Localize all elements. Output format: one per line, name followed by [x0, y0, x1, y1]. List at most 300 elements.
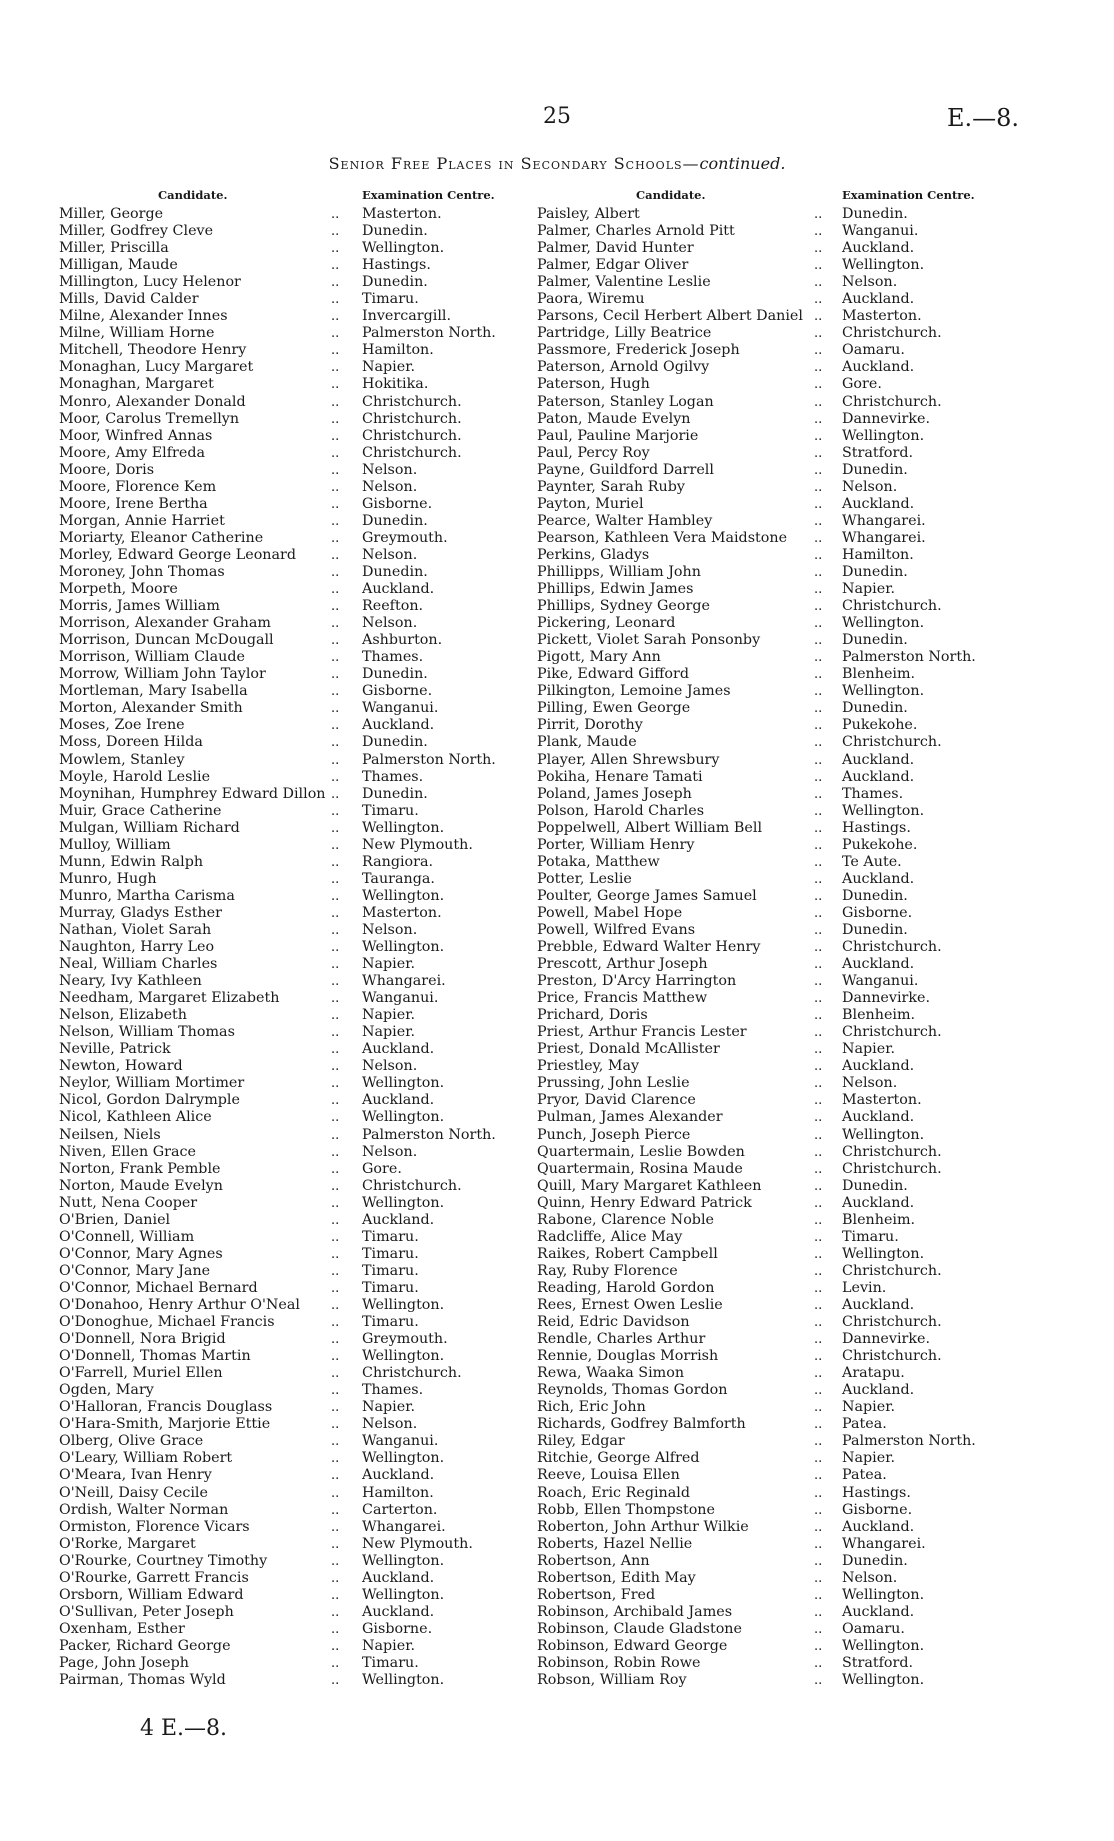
examination-centre: Hamilton.	[842, 546, 914, 563]
candidate-name: O'Neill, Daisy Cecile	[59, 1484, 208, 1501]
table-row	[537, 376, 997, 393]
examination-centre: Gore.	[362, 1160, 402, 1177]
examination-centre: Wanganui.	[362, 990, 439, 1007]
examination-centre: Wanganui.	[362, 1433, 439, 1450]
table-row	[59, 1246, 479, 1263]
examination-centre: Auckland.	[362, 581, 435, 598]
examination-centre: Invercargill.	[362, 308, 452, 325]
candidate-name: Milligan, Maude	[59, 257, 178, 274]
table-row	[537, 1075, 997, 1092]
table-row	[59, 1024, 479, 1041]
leader-dots: ..	[814, 871, 823, 887]
leader-dots: ..	[814, 1161, 823, 1177]
table-row	[537, 547, 997, 564]
leader-dots: ..	[331, 547, 340, 563]
table-row	[537, 1485, 997, 1502]
table-row	[59, 1109, 479, 1126]
table-row	[537, 1587, 997, 1604]
candidate-name: O'Farrell, Muriel Ellen	[59, 1365, 223, 1382]
candidate-name: Mortleman, Mary Isabella	[59, 683, 248, 700]
examination-centre: Christchurch.	[362, 444, 462, 461]
examination-centre: Gisborne.	[362, 495, 433, 512]
leader-dots: ..	[331, 1485, 340, 1501]
right-centre-header: Examination Centre.	[842, 188, 975, 202]
examination-centre: Timaru.	[362, 1654, 419, 1671]
leader-dots: ..	[814, 786, 823, 802]
leader-dots: ..	[814, 820, 823, 836]
table-row	[537, 1331, 997, 1348]
leader-dots: ..	[331, 1161, 340, 1177]
table-row	[537, 649, 997, 666]
leader-dots: ..	[814, 1298, 823, 1313]
candidate-name: Miller, George	[59, 206, 164, 222]
leader-dots: ..	[814, 633, 823, 649]
candidate-name: Rabone, Clarence Noble	[537, 1211, 714, 1228]
candidate-name: Perkins, Gladys	[537, 546, 650, 563]
candidate-name: Needham, Margaret Elizabeth	[59, 990, 280, 1007]
table-row	[59, 1263, 479, 1280]
candidate-name: Price, Francis Matthew	[537, 990, 708, 1007]
candidate-name: Monaghan, Margaret	[59, 376, 214, 393]
candidate-name: Phillips, Sydney George	[537, 598, 710, 615]
candidate-name: Paton, Maude Evelyn	[537, 410, 691, 427]
leader-dots: ..	[331, 991, 340, 1007]
candidate-name: O'Brien, Daniel	[59, 1211, 171, 1228]
right-candidate-header: Candidate.	[636, 188, 706, 202]
leader-dots: ..	[331, 224, 340, 240]
table-row	[59, 786, 479, 803]
table-row	[59, 905, 479, 922]
title-main: Senior Free Places in Secondary Schools—	[328, 154, 700, 173]
table-row	[537, 1212, 997, 1229]
table-row	[59, 1450, 479, 1467]
examination-centre: Nelson.	[362, 921, 418, 938]
leader-dots: ..	[814, 837, 823, 853]
candidate-name: Morpeth, Moore	[59, 581, 178, 598]
table-row	[59, 837, 479, 854]
table-row	[537, 1246, 997, 1263]
table-row	[537, 734, 997, 751]
candidate-name: Moyle, Harold Leslie	[59, 768, 211, 785]
candidate-name: Ogden, Mary	[59, 1382, 154, 1399]
examination-centre: Wellington.	[842, 683, 925, 700]
candidate-name: O'Donahoo, Henry Arthur O'Neal	[59, 1297, 300, 1313]
examination-centre: Wellington.	[842, 615, 925, 632]
candidate-name: Packer, Richard George	[59, 1637, 231, 1654]
candidate-name: Rennie, Douglas Morrish	[537, 1348, 719, 1365]
leader-dots: ..	[814, 1485, 823, 1501]
leader-dots: ..	[814, 292, 823, 308]
examination-centre: Dunedin.	[842, 921, 908, 938]
leader-dots: ..	[331, 633, 340, 649]
table-row	[537, 820, 997, 837]
leader-dots: ..	[331, 1349, 340, 1365]
examination-centre: Auckland.	[842, 291, 915, 308]
table-row	[59, 1655, 479, 1672]
table-row	[537, 803, 997, 820]
candidate-name: Pearson, Kathleen Vera Maidstone	[537, 529, 788, 546]
leader-dots: ..	[331, 241, 340, 257]
table-row	[537, 1280, 997, 1297]
candidate-name: O'Donnell, Nora Brigid	[59, 1331, 226, 1348]
candidate-name: Neilsen, Niels	[59, 1126, 161, 1143]
leader-dots: ..	[814, 343, 823, 359]
examination-centre: Wellington.	[362, 1194, 445, 1211]
candidate-name: Munro, Hugh	[59, 870, 157, 887]
table-row	[537, 1092, 997, 1109]
examination-centre: Napier.	[362, 956, 416, 973]
examination-centre: Auckland.	[842, 495, 915, 512]
examination-centre: Auckland.	[842, 359, 915, 376]
examination-centre: Ashburton.	[362, 632, 443, 649]
examination-centre: Christchurch.	[842, 1262, 942, 1279]
examination-centre: Whangarei.	[842, 512, 926, 529]
table-row	[537, 513, 997, 530]
leader-dots: ..	[331, 1434, 340, 1450]
leader-dots: ..	[331, 1451, 340, 1467]
leader-dots: ..	[814, 1434, 823, 1450]
table-row	[59, 1092, 479, 1109]
candidate-name: Preston, D'Arcy Harrington	[537, 973, 737, 990]
candidate-name: Moriarty, Eleanor Catherine	[59, 529, 264, 546]
table-row	[537, 1638, 997, 1655]
examination-centre: Patea.	[842, 1416, 887, 1433]
leader-dots: ..	[331, 1332, 340, 1348]
leader-dots: ..	[814, 599, 823, 615]
examination-centre: Timaru.	[362, 1228, 419, 1245]
table-row	[59, 1536, 479, 1553]
candidate-name: Prussing, John Leslie	[537, 1075, 690, 1092]
table-row	[59, 683, 479, 700]
table-row	[59, 649, 479, 666]
candidate-name: O'Rourke, Courtney Timothy	[59, 1552, 268, 1569]
leader-dots: ..	[331, 1093, 340, 1109]
leader-dots: ..	[814, 1229, 823, 1245]
examination-centre: Wellington.	[362, 1586, 445, 1603]
table-row	[59, 632, 479, 649]
examination-centre: Christchurch.	[362, 427, 462, 444]
table-row	[59, 445, 479, 462]
leader-dots: ..	[814, 1059, 823, 1075]
leader-dots: ..	[331, 1042, 340, 1058]
table-row	[537, 1604, 997, 1621]
leader-dots: ..	[814, 957, 823, 973]
examination-centre: Dunedin.	[842, 1552, 908, 1569]
leader-dots: ..	[814, 513, 823, 529]
table-row	[59, 530, 479, 547]
leader-dots: ..	[814, 922, 823, 938]
candidate-name: O'Connor, Mary Agnes	[59, 1245, 223, 1262]
candidate-name: O'Halloran, Francis Douglass	[59, 1399, 273, 1416]
candidate-name: O'Rourke, Garrett Francis	[59, 1569, 249, 1586]
candidate-name: Prescott, Arthur Joseph	[537, 956, 708, 973]
table-row	[537, 581, 997, 598]
table-row	[537, 479, 997, 496]
leader-dots: ..	[331, 462, 340, 478]
candidate-name: Robertson, Edith May	[537, 1569, 696, 1586]
leader-dots: ..	[814, 1638, 823, 1654]
examination-centre: Hastings.	[362, 257, 431, 274]
examination-centre: Hastings.	[842, 1484, 911, 1501]
table-row	[59, 394, 479, 411]
leader-dots: ..	[331, 1655, 340, 1671]
table-row	[537, 1229, 997, 1246]
candidate-name: Powell, Wilfred Evans	[537, 921, 696, 938]
candidate-name: Moore, Florence Kem	[59, 478, 217, 495]
leader-dots: ..	[331, 496, 340, 512]
examination-centre: Levin.	[842, 1279, 887, 1296]
leader-dots: ..	[814, 1502, 823, 1518]
candidate-name: Roberton, John Arthur Wilkie	[537, 1518, 749, 1535]
candidate-name: Orsborn, William Edward	[59, 1586, 244, 1603]
examination-centre: Auckland.	[842, 1382, 915, 1399]
candidate-name: Riley, Edgar	[537, 1433, 625, 1450]
leader-dots: ..	[331, 513, 340, 529]
table-row	[537, 1195, 997, 1212]
examination-centre: Dannevirke.	[842, 990, 931, 1007]
examination-centre: Blenheim.	[842, 666, 916, 683]
examination-centre: Gisborne.	[362, 683, 433, 700]
left-column	[59, 206, 496, 1689]
candidate-name: Niven, Ellen Grace	[59, 1143, 196, 1160]
leader-dots: ..	[331, 1315, 340, 1331]
table-row	[59, 1195, 479, 1212]
candidate-name: O'Donoghue, Michael Francis	[59, 1314, 275, 1331]
candidate-name: Nathan, Violet Sarah	[59, 921, 212, 938]
table-row	[537, 291, 997, 308]
leader-dots: ..	[814, 258, 823, 274]
candidate-name: Milne, Alexander Innes	[59, 308, 228, 325]
table-row	[537, 1416, 997, 1433]
examination-centre: Thames.	[362, 768, 424, 785]
leader-dots: ..	[331, 1536, 340, 1552]
leader-dots: ..	[331, 1280, 340, 1296]
examination-centre: Timaru.	[362, 1279, 419, 1296]
candidate-name: Nutt, Nena Cooper	[59, 1194, 198, 1211]
examination-centre: New Plymouth.	[362, 836, 473, 853]
candidate-name: O'Rorke, Margaret	[59, 1535, 196, 1552]
examination-centre: Thames.	[362, 649, 424, 666]
table-row	[59, 291, 479, 308]
candidate-name: Paterson, Hugh	[537, 376, 650, 393]
examination-centre: Timaru.	[362, 1314, 419, 1331]
candidate-name: Potaka, Matthew	[537, 853, 660, 870]
table-row	[59, 939, 479, 956]
examination-centre: Whangarei.	[362, 1518, 446, 1535]
leader-dots: ..	[331, 803, 340, 819]
candidate-name: Quartermain, Rosina Maude	[537, 1160, 743, 1177]
candidate-name: Payton, Muriel	[537, 495, 644, 512]
leader-dots: ..	[331, 564, 340, 580]
leader-dots: ..	[331, 1553, 340, 1569]
candidate-name: Neal, William Charles	[59, 956, 218, 973]
leader-dots: ..	[331, 735, 340, 751]
table-row	[537, 342, 997, 359]
examination-centre: Timaru.	[362, 1262, 419, 1279]
table-row	[537, 274, 997, 291]
table-row	[537, 411, 997, 428]
candidate-name: Naughton, Harry Leo	[59, 939, 215, 956]
examination-centre: Auckland.	[362, 1569, 435, 1586]
leader-dots: ..	[331, 360, 340, 376]
examination-centre: Auckland.	[362, 717, 435, 734]
examination-centre: Wellington.	[842, 1245, 925, 1262]
table-row	[537, 1655, 997, 1672]
candidate-name: Roberts, Hazel Nellie	[537, 1535, 693, 1552]
examination-centre: Wanganui.	[362, 700, 439, 717]
leader-dots: ..	[814, 1212, 823, 1228]
table-row	[59, 888, 479, 905]
examination-centre: Napier.	[362, 1637, 416, 1654]
table-row	[537, 1109, 997, 1126]
candidate-name: Robinson, Edward George	[537, 1637, 728, 1654]
table-row	[59, 598, 479, 615]
examination-centre: Gisborne.	[842, 1501, 913, 1518]
candidate-name: Nelson, Elizabeth	[59, 1007, 187, 1024]
examination-centre: Wellington.	[842, 1126, 925, 1143]
candidate-name: Robson, William Roy	[537, 1672, 687, 1689]
table-row	[537, 1314, 997, 1331]
table-row	[59, 1519, 479, 1536]
leader-dots: ..	[814, 377, 823, 393]
candidate-name: Pryor, David Clarence	[537, 1092, 696, 1109]
leader-dots: ..	[814, 701, 823, 717]
left-candidate-header: Candidate.	[158, 188, 228, 202]
examination-centre: Greymouth.	[362, 529, 448, 546]
candidate-name: Monro, Alexander Donald	[59, 393, 246, 410]
table-row	[59, 1041, 479, 1058]
candidate-name: Pairman, Thomas Wyld	[59, 1672, 226, 1689]
table-row	[537, 854, 997, 871]
examination-centre: Gore.	[842, 376, 882, 393]
leader-dots: ..	[331, 854, 340, 870]
leader-dots: ..	[814, 207, 823, 222]
table-row	[59, 990, 479, 1007]
table-row	[537, 666, 997, 683]
candidate-name: Priestley, May	[537, 1058, 640, 1075]
table-row	[537, 1553, 997, 1570]
examination-centre: Whangarei.	[362, 973, 446, 990]
table-row	[59, 734, 479, 751]
candidate-name: Robertson, Ann	[537, 1552, 650, 1569]
candidate-name: Ritchie, George Alfred	[537, 1450, 700, 1467]
candidate-name: Ray, Ruby Florence	[537, 1262, 678, 1279]
examination-centre: Masterton.	[842, 308, 922, 325]
candidate-name: Prichard, Doris	[537, 1007, 648, 1024]
candidate-name: Murray, Gladys Esther	[59, 904, 222, 921]
examination-centre: Wellington.	[362, 939, 445, 956]
candidate-name: Powell, Mabel Hope	[537, 904, 683, 921]
candidate-name: Quartermain, Leslie Bowden	[537, 1143, 745, 1160]
examination-centre: Pukekohe.	[842, 717, 918, 734]
examination-centre: Nelson.	[842, 1569, 898, 1586]
candidate-name: Morrison, Duncan McDougall	[59, 632, 274, 649]
table-row	[537, 1297, 997, 1314]
leader-dots: ..	[331, 650, 340, 666]
candidate-name: Page, John Joseph	[59, 1654, 189, 1671]
table-row	[537, 1536, 997, 1553]
examination-centre: Palmerston North.	[362, 751, 496, 768]
candidate-name: Newton, Howard	[59, 1058, 183, 1075]
table-row	[537, 257, 997, 274]
table-row	[59, 1331, 479, 1348]
table-row	[537, 1382, 997, 1399]
examination-centre: Blenheim.	[842, 1211, 916, 1228]
candidate-name: Rich, Eric John	[537, 1399, 646, 1416]
table-row	[537, 1127, 997, 1144]
leader-dots: ..	[814, 1008, 823, 1024]
table-row	[59, 206, 479, 223]
examination-centre: Napier.	[842, 581, 896, 598]
examination-centre: Reefton.	[362, 598, 424, 615]
leader-dots: ..	[331, 1587, 340, 1603]
examination-centre: Wellington.	[842, 1586, 925, 1603]
leader-dots: ..	[331, 718, 340, 734]
examination-centre: Hamilton.	[362, 1484, 434, 1501]
candidate-name: Pilkington, Lemoine James	[537, 683, 731, 700]
candidate-name: Nicol, Gordon Dalrymple	[59, 1092, 240, 1109]
leader-dots: ..	[331, 1025, 340, 1041]
candidate-name: Quill, Mary Margaret Kathleen	[537, 1177, 762, 1194]
table-row	[537, 462, 997, 479]
examination-centre: Auckland.	[362, 1467, 435, 1484]
candidate-name: Palmer, Valentine Leslie	[537, 274, 711, 291]
table-row	[537, 496, 997, 513]
candidate-name: Payne, Guildford Darrell	[537, 461, 714, 478]
examination-centre: Napier.	[362, 1024, 416, 1041]
table-row	[537, 1519, 997, 1536]
leader-dots: ..	[331, 258, 340, 274]
table-row	[59, 751, 496, 769]
candidate-name: Punch, Joseph Pierce	[537, 1126, 691, 1143]
table-row	[59, 1161, 479, 1178]
examination-centre: Nelson.	[362, 615, 418, 632]
leader-dots: ..	[331, 905, 340, 921]
examination-centre: Christchurch.	[842, 325, 942, 342]
table-row	[537, 905, 997, 922]
leader-dots: ..	[331, 326, 340, 342]
candidate-name: Poland, James Joseph	[537, 785, 692, 802]
table-row	[59, 1604, 479, 1621]
table-row	[537, 325, 997, 342]
leader-dots: ..	[331, 1178, 340, 1194]
candidate-name: Pigott, Mary Ann	[537, 649, 661, 666]
examination-centre: Te Aute.	[842, 853, 902, 870]
leader-dots: ..	[814, 275, 823, 291]
table-row	[537, 598, 997, 615]
table-row	[59, 1058, 479, 1075]
leader-dots: ..	[331, 957, 340, 973]
candidate-name: Pirrit, Dorothy	[537, 717, 643, 734]
table-row	[59, 1075, 479, 1092]
examination-centre: Nelson.	[362, 1143, 418, 1160]
table-row	[537, 223, 997, 240]
candidate-name: Roach, Eric Reginald	[537, 1484, 691, 1501]
table-row	[537, 1365, 997, 1382]
examination-centre: Auckland.	[362, 1041, 435, 1058]
leader-dots: ..	[814, 718, 823, 734]
examination-centre: Auckland.	[842, 1109, 915, 1126]
table-row	[59, 1416, 479, 1433]
candidate-name: Reid, Edric Davidson	[537, 1314, 690, 1331]
candidate-name: Player, Allen Shrewsbury	[537, 751, 720, 768]
leader-dots: ..	[814, 462, 823, 478]
table-row	[59, 1399, 479, 1416]
candidate-name: Rendle, Charles Arthur	[537, 1331, 706, 1348]
examination-centre: Auckland.	[362, 1603, 435, 1620]
candidate-name: Paynter, Sarah Ruby	[537, 478, 685, 495]
leader-dots: ..	[814, 224, 823, 240]
